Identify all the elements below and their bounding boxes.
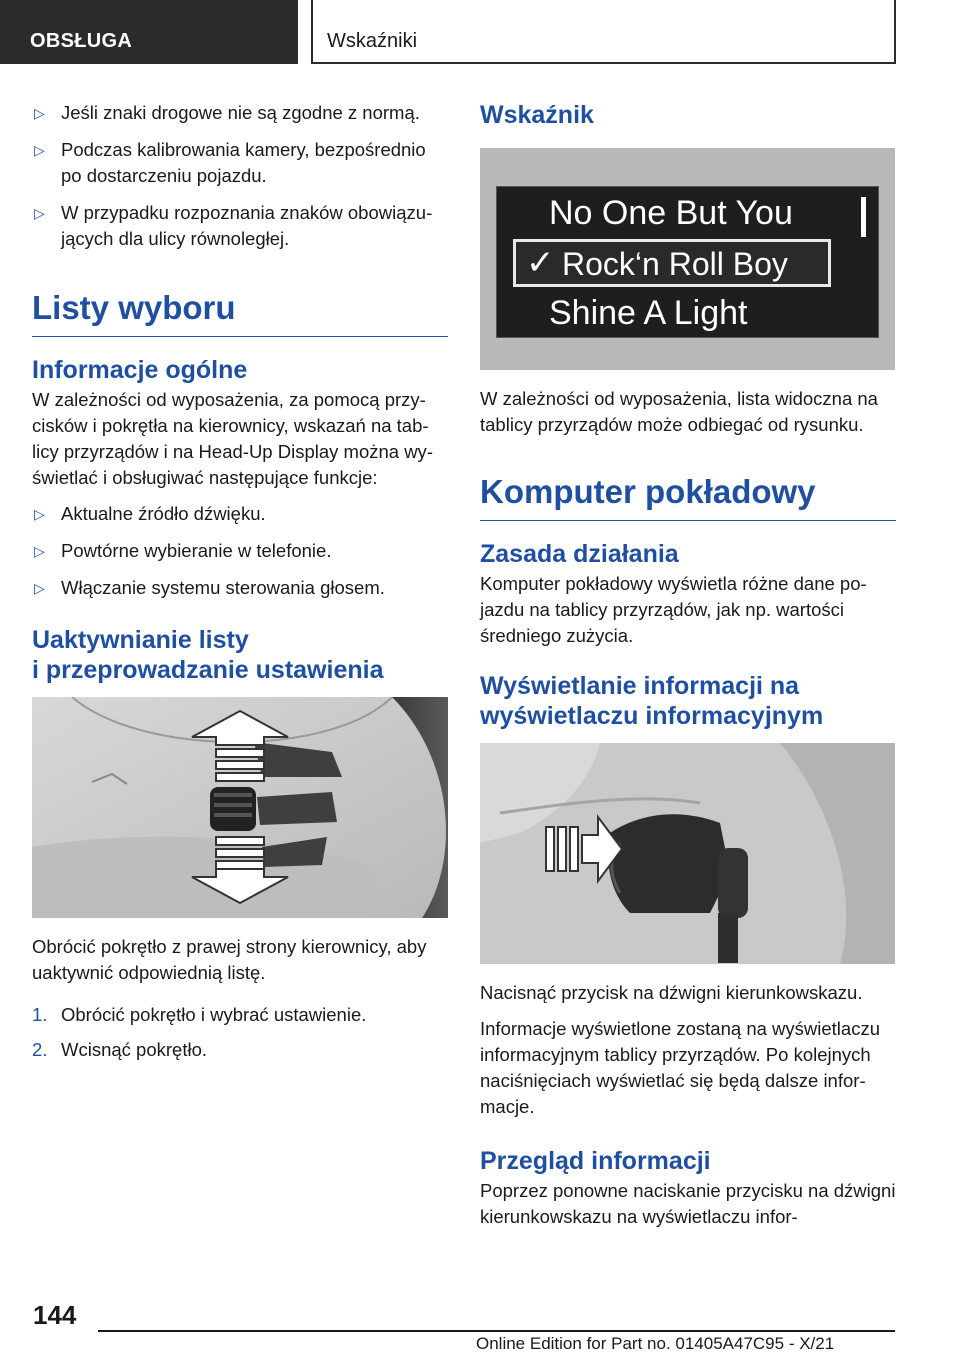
steering-wheel-image xyxy=(32,697,448,918)
triangle-bullet-icon: ▷ xyxy=(34,506,45,522)
step-number: 2. xyxy=(32,1039,48,1060)
left-column xyxy=(32,100,448,1072)
turn-signal-lever-image xyxy=(480,743,895,964)
subsection-title-principle: Zasada działania xyxy=(480,540,679,568)
turn-signal-lever-illustration xyxy=(480,743,895,964)
check-icon: ✓ xyxy=(526,244,555,282)
selection-list-image xyxy=(480,148,895,370)
cluster-display xyxy=(496,186,879,338)
header-title-tab xyxy=(311,0,896,64)
list-entry-selected: ✓ Rock‘n Roll Boy xyxy=(513,239,831,287)
subsection-title-display: Wyświetlanie informacji na wyświetlaczu informacyjnym xyxy=(480,672,824,730)
wheel-caption: Obrócić pokrętło z prawej strony kierownicy, aby uaktywnić odpowiednią listę. xyxy=(32,936,427,983)
list-item: ▷ Jeśli znaki drogowe nie są zgodne z normą. xyxy=(32,100,448,126)
header-title: Wskaźniki xyxy=(327,30,418,52)
list-caption: W zależności od wyposażenia, lista widoczna na tablicy przyrządów może odbiegać od rysunku. xyxy=(480,388,878,435)
triangle-bullet-icon: ▷ xyxy=(34,105,45,121)
triangle-bullet-icon: ▷ xyxy=(34,142,45,158)
subsection-title-activate: Uaktywnianie listy i przeprowadzanie ustawienia xyxy=(32,626,384,684)
header-section: OBSŁUGA xyxy=(30,30,133,52)
subsection-title-indicator: Wskaźnik xyxy=(480,101,594,129)
triangle-bullet-icon: ▷ xyxy=(34,580,45,596)
steering-wheel-illustration xyxy=(32,697,448,918)
section-title-lists: Listy wyboru xyxy=(32,288,448,337)
subsection-title-general: Informacje ogólne xyxy=(32,356,248,384)
triangle-bullet-icon: ▷ xyxy=(34,543,45,559)
display-text-press: Nacisnąć przycisk na dźwigni kierunkowskazu. xyxy=(480,982,863,1003)
general-text: W zależności od wyposażenia, za pomocą przycisków i pokrętła na kierownicy, wskazań na tablicy przyrządów i na Head-Up Display można wyświetlać i obsługiwać następujące funkcje: xyxy=(32,389,433,488)
principle-text: Komputer pokładowy wyświetla różne dane pojazdu na tablicy przyrządów, jak np. wartości średniego zużycia. xyxy=(480,573,867,646)
header-section-tab xyxy=(0,0,298,64)
right-column xyxy=(480,100,896,1240)
overview-text: Poprzez ponowne naciskanie przycisku na dźwigni kierunkowskazu na wyświetlaczu infor- xyxy=(480,1180,896,1227)
list-entry: No One But You xyxy=(549,194,793,232)
step-number: 1. xyxy=(32,1004,48,1025)
list-item: ▷ Powtórne wybieranie w telefonie. xyxy=(32,538,448,564)
display-text-info: Informacje wyświetlone zostaną na wyświetlaczu informacyjnym tablicy przyrządów. Po kolejnych naciśnięciach wyświetlać się będą dalsze informacje. xyxy=(480,1018,880,1117)
list-item: ▷ W przypadku rozpoznania znaków obowiązujących dla ulicy równoległej. xyxy=(34,202,433,249)
footer-edition: Online Edition for Part no. 01405A47C95 - X/21 xyxy=(476,1334,835,1353)
page-number: 144 xyxy=(33,1300,77,1330)
triangle-bullet-icon: ▷ xyxy=(34,205,45,221)
list-item: ▷ Podczas kalibrowania kamery, bezpośrednio po dostarczeniu pojazdu. xyxy=(34,139,426,186)
subsection-title-overview: Przegląd informacji xyxy=(480,1147,711,1175)
scrollbar-indicator xyxy=(861,197,866,237)
list-item: ▷ Włączanie systemu sterowania głosem. xyxy=(32,575,448,601)
list-item: 1. Obrócić pokrętło i wybrać ustawienie. xyxy=(32,1002,448,1028)
list-item: 2. Wcisnąć pokrętło. xyxy=(32,1037,448,1063)
list-entry: Shine A Light xyxy=(549,294,748,332)
list-item: ▷ Aktualne źródło dźwięku. xyxy=(32,501,448,527)
section-title-computer: Komputer pokładowy xyxy=(480,472,896,521)
footer-divider xyxy=(98,1330,895,1332)
